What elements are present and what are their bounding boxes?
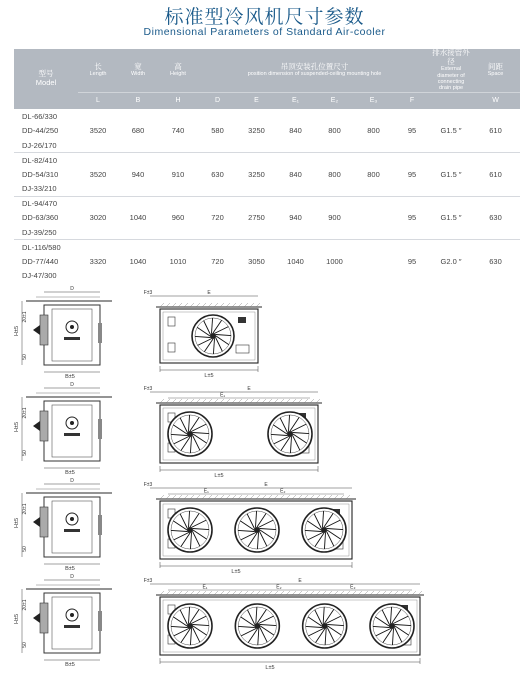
dim-sub-label: E₂ — [280, 488, 286, 495]
page-title: 标准型冷风机尺寸参数 — [164, 6, 365, 28]
value-cell: 1040 — [276, 240, 315, 284]
dim-h-label: H±5 — [14, 421, 20, 433]
header-model: 型号 Model — [14, 49, 78, 109]
fan-icon — [370, 604, 414, 648]
value-cell: 720 — [198, 240, 237, 284]
dim-l-label: L±5 — [204, 373, 214, 379]
dim-sub-label: E₁ — [220, 392, 226, 399]
value-cell — [354, 196, 393, 240]
dim-sub-label: E₁ — [202, 584, 208, 591]
model-cell: DJ-47/300 — [22, 271, 57, 281]
fan-icon — [192, 315, 234, 357]
value-cell: 95 — [393, 153, 431, 197]
dim-b-label: B±5 — [65, 566, 75, 572]
value-cell: 3250 — [248, 126, 265, 135]
page-subtitle: Dimensional Parameters of Standard Air-cooler — [143, 26, 386, 38]
dim-e-label: E — [298, 578, 302, 584]
dim-b-label: B±5 — [65, 374, 75, 380]
value-cell: 3520 — [78, 153, 118, 197]
dim-20-label: 20±1 — [22, 311, 28, 323]
value-cell: 900 — [315, 196, 354, 240]
value-cell: 800 — [354, 153, 393, 197]
model-cell: DL-116/580 — [14, 240, 78, 255]
dim-20-label: 20±1 — [22, 407, 28, 419]
value-cell: 2750 — [237, 196, 276, 240]
dim-l-label: L±5 — [265, 665, 275, 671]
table-row — [14, 240, 520, 255]
fan-icon — [168, 508, 212, 552]
dim-l-label: L±5 — [214, 473, 224, 479]
sym-height: H — [158, 92, 198, 109]
value-cell: 840 — [289, 126, 302, 135]
dim-20-label: 20±1 — [22, 599, 28, 611]
value-cell: 800 — [328, 126, 341, 135]
dim-b-label: B±5 — [65, 470, 75, 476]
dim-20-label: 20±1 — [22, 503, 28, 515]
dim-sub-label: E₃ — [350, 584, 356, 591]
dim-f-label: F±3 — [143, 578, 153, 584]
value-cell: 3050 — [237, 240, 276, 284]
dim-d-label: D — [70, 286, 74, 292]
sym-e3: E₃ — [354, 92, 393, 109]
value-cell: 960 — [158, 196, 198, 240]
dim-h-label: H±5 — [14, 517, 20, 529]
sym-e: E — [237, 92, 276, 109]
value-cell: 95 — [407, 126, 417, 135]
value-cell: 940 — [276, 196, 315, 240]
dimension-drawings — [0, 285, 529, 673]
dim-l-label: L±5 — [231, 569, 241, 575]
side-view — [22, 580, 112, 660]
model-cell: DD-77/440 — [22, 256, 59, 266]
value-cell: 1040 — [118, 196, 158, 240]
value-cell: 740 — [171, 126, 185, 135]
dim-50-label: 50 — [22, 642, 28, 648]
dim-f-label: F±3 — [143, 386, 153, 392]
fan-icon — [168, 412, 212, 456]
side-view — [22, 292, 112, 372]
side-view — [22, 484, 112, 564]
sym-e2: E₂ — [315, 92, 354, 109]
dim-b-label: B±5 — [65, 662, 75, 668]
dim-d-label: D — [70, 478, 74, 484]
sym-width: B — [118, 92, 158, 109]
value-cell: 3250 — [237, 153, 276, 197]
sym-d: D — [198, 92, 237, 109]
value-cell: 630 — [471, 196, 520, 240]
value-cell: 3520 — [89, 126, 107, 135]
value-cell: 630 — [471, 240, 520, 284]
value-cell: G2.0 ″ — [431, 240, 471, 284]
value-cell: 940 — [118, 153, 158, 197]
value-cell: 840 — [276, 153, 315, 197]
model-cell: DD-44/250 — [22, 126, 59, 136]
side-view — [22, 388, 112, 468]
model-cell: DL-66/330 — [22, 111, 58, 121]
value-cell: 1000 — [315, 240, 354, 284]
header-drain: 排水接管外径 External diameter of connecting drain pipe — [432, 48, 470, 92]
sym-space: W — [471, 92, 520, 109]
sym-f: F — [393, 92, 431, 109]
value-cell: 3020 — [78, 196, 118, 240]
value-cell: 1040 — [118, 240, 158, 284]
dim-h-label: H±5 — [14, 325, 20, 337]
spec-table — [14, 49, 520, 283]
sym-drain — [431, 92, 471, 109]
fan-icon — [303, 604, 347, 648]
sym-e1: E₁ — [276, 92, 315, 109]
model-cell: DL-82/410 — [14, 153, 78, 168]
dim-f-label: F±3 — [143, 482, 153, 488]
value-cell: 800 — [315, 153, 354, 197]
value-cell: 95 — [393, 240, 431, 284]
header-length: 长 Length — [78, 49, 118, 92]
table-row — [14, 196, 520, 211]
value-cell: 800 — [367, 126, 380, 135]
dim-d-label: D — [70, 382, 74, 388]
model-cell: DD-63/360 — [22, 213, 59, 223]
value-cell: G1.5 ″ — [440, 126, 462, 135]
dim-50-label: 50 — [22, 546, 28, 552]
sym-length: L — [78, 92, 118, 109]
value-cell: 580 — [211, 126, 224, 135]
model-cell: DD-54/310 — [22, 169, 59, 179]
dim-e-label: E — [207, 290, 211, 296]
model-cell: DL-94/470 — [14, 196, 78, 211]
header-height: 高 Height — [158, 49, 198, 92]
value-cell: 1010 — [158, 240, 198, 284]
value-cell: 680 — [131, 126, 145, 135]
dim-50-label: 50 — [22, 354, 28, 360]
value-cell: 630 — [198, 153, 237, 197]
model-cell: DJ-33/210 — [22, 184, 57, 193]
dim-d-label: D — [70, 574, 74, 580]
model-cell: DJ-39/250 — [22, 227, 57, 237]
value-cell — [354, 240, 393, 284]
value-cell: 720 — [198, 196, 237, 240]
dim-f-label: F±3 — [143, 290, 153, 296]
dim-50-label: 50 — [22, 450, 28, 456]
table-row — [14, 153, 520, 168]
value-cell: 610 — [489, 126, 502, 135]
dim-sub-label: E₂ — [276, 584, 282, 591]
value-cell: 95 — [393, 196, 431, 240]
table-row — [14, 109, 520, 124]
model-cell: DJ-26/170 — [22, 140, 57, 150]
fan-icon — [235, 508, 279, 552]
value-cell: G1.5 ″ — [431, 196, 471, 240]
value-cell: 910 — [158, 153, 198, 197]
dim-sub-label: E₁ — [203, 488, 209, 495]
value-cell: 3320 — [78, 240, 118, 284]
header-space: 间距 Space — [471, 49, 520, 92]
fan-icon — [268, 412, 312, 456]
fan-icon — [168, 604, 212, 648]
fan-icon — [235, 604, 279, 648]
header-width: 宽 Width — [118, 49, 158, 92]
value-cell: 610 — [471, 153, 520, 197]
dim-e-label: E — [247, 386, 251, 392]
dim-h-label: H±5 — [14, 613, 20, 625]
dim-e-label: E — [264, 482, 268, 488]
value-cell: G1.5 ″ — [431, 153, 471, 197]
header-mounting: 吊顶安装孔位置尺寸 position dimension of suspended-ceiling mounting hole — [198, 49, 431, 92]
fan-icon — [302, 508, 346, 552]
